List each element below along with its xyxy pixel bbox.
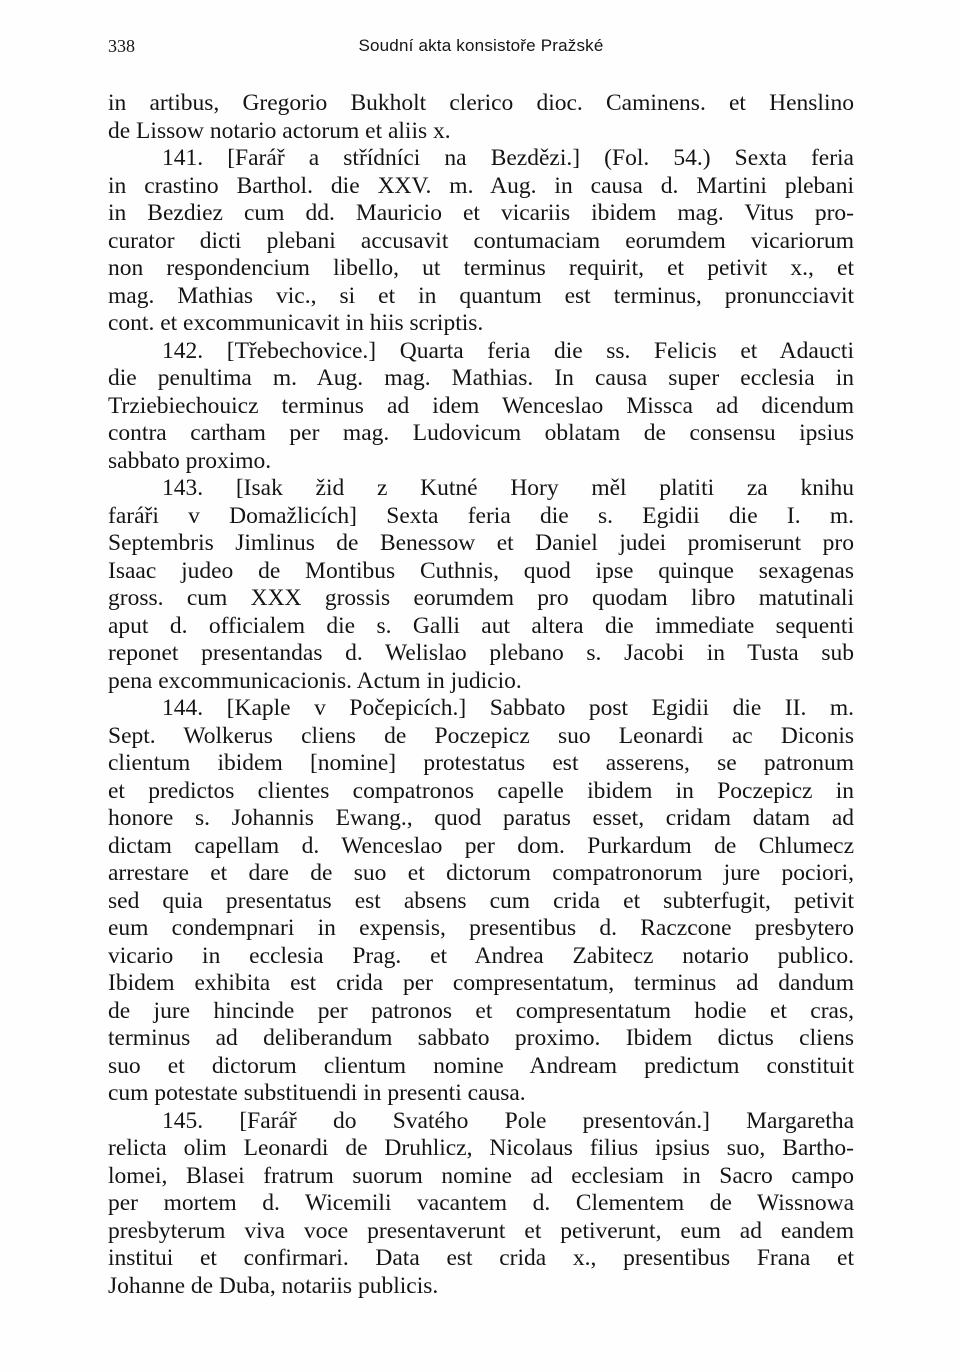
entry-heading-143: 143. [Isak žid z Kutné Hory měl platiti za knihu (162, 475, 854, 501)
text-line: institui et confirmari. Data est crida x., presentibus Frana et (108, 1245, 854, 1271)
text-line: sabbato proximo. (108, 447, 272, 474)
text-line: honore s. Johannis Ewang., quod paratus esset, cridam datam ad (108, 805, 854, 831)
text-line: presbyterum viva voce presentaverunt et petiverunt, eum ad eandem (108, 1217, 854, 1244)
text-line: Johanne de Duba, notariis publicis. (108, 1272, 439, 1299)
text-line: dictam capellam d. Wenceslao per dom. Purkardum de Chlumecz (108, 832, 854, 859)
body-text (108, 90, 854, 1300)
text-line: terminus ad deliberandum sabbato proximo. Ibidem dictus cliens (108, 1025, 854, 1051)
text-line: de Lissow notario actorum et aliis x. (108, 117, 451, 144)
text-line: in Bezdiez cum dd. Mauricio et vicariis ibidem mag. Vitus pro- (108, 200, 854, 226)
text-line: contra cartham per mag. Ludovicum oblatam de consensu ipsius (108, 420, 854, 446)
text-line: per mortem d. Wicemili vacantem d. Clementem de Wissnowa (108, 1190, 854, 1216)
text-line: suo et dictorum clientum nomine Andream predictum constituit (108, 1052, 854, 1079)
text-line: clientum ibidem [nomine] protestatus est asserens, se patronum (108, 750, 854, 776)
text-line: Septembris Jimlinus de Benessow et Daniel judei promiserunt pro (108, 530, 854, 556)
text-line: in crastino Barthol. die XXV. m. Aug. in causa d. Martini plebani (108, 172, 854, 199)
text-line: curator dicti plebani accusavit contumaciam eorumdem vicariorum (108, 227, 854, 254)
header-title: Soudní akta konsistoře Pražské (358, 36, 604, 55)
text-line: die penultima m. Aug. mag. Mathias. In causa super ecclesia in (108, 365, 854, 391)
entry-heading-144: 144. [Kaple v Počepicích.] Sabbato post Egidii die II. m. (162, 695, 854, 721)
text-line: reponet presentandas d. Welislao plebano s. Jacobi in Tusta sub (108, 640, 854, 666)
text-line: sed quia presentatus est absens cum crida et subterfugit, petivit (108, 887, 854, 914)
text-line: non respondencium libello, ut terminus requirit, et petivit x., et (108, 255, 854, 281)
entry-heading-141: 141. [Farář a střídníci na Bezdězi.] (Fol. 54.) Sexta feria (162, 145, 854, 171)
text-line: Ibidem exhibita est crida per compresentatum, terminus ad dandum (108, 970, 854, 996)
text-line: eum condempnari in expensis, presentibus d. Raczcone presbytero (108, 915, 854, 941)
page-number: 338 (108, 36, 135, 56)
text-line: et predictos clientes compatronos capelle ibidem in Poczepicz in (108, 777, 854, 804)
text-line: cont. et excommunicavit in hiis scriptis. (108, 310, 484, 336)
text-line: de jure hincinde per patronos et compresentatum hodie et cras, (108, 997, 854, 1024)
running-header (108, 36, 854, 60)
text-line: gross. cum XXX grossis eorumdem pro quodam libro matutinali (108, 585, 854, 611)
text-line: in artibus, Gregorio Bukholt clerico dioc. Caminens. et Henslino (108, 90, 854, 116)
text-line: aput d. officialem die s. Galli aut altera die immediate sequenti (108, 612, 854, 639)
text-line: lomei, Blasei fratrum suorum nomine ad ecclesiam in Sacro campo (108, 1162, 854, 1189)
entry-heading-145: 145. [Farář do Svatého Pole presentován.] Margaretha (162, 1107, 854, 1134)
text-line: mag. Mathias vic., si et in quantum est terminus, pronuncciavit (108, 282, 854, 309)
text-line: relicta olim Leonardi de Druhlicz, Nicolaus filius ipsius suo, Bartho- (108, 1135, 854, 1161)
text-line: vicario in ecclesia Prag. et Andrea Zabitecz notario publico. (108, 942, 854, 969)
text-line: pena excommunicacionis. Actum in judicio. (108, 667, 522, 694)
text-line: arrestare et dare de suo et dictorum compatronorum jure pociori, (108, 860, 854, 886)
text-line: cum potestate substituendi in presenti causa. (108, 1080, 526, 1106)
entry-heading-142: 142. [Třebechovice.] Quarta feria die ss. Felicis et Adaucti (162, 337, 854, 364)
text-line: Sept. Wolkerus cliens de Poczepicz suo Leonardi ac Diconis (108, 722, 854, 749)
text-line: Trziebiechouicz terminus ad idem Wenceslao Missca ad dicendum (108, 392, 854, 419)
text-line: faráři v Domažlicích] Sexta feria die s. Egidii die I. m. (108, 502, 854, 529)
text-line: Isaac judeo de Montibus Cuthnis, quod ipse quinque sexagenas (108, 557, 854, 584)
